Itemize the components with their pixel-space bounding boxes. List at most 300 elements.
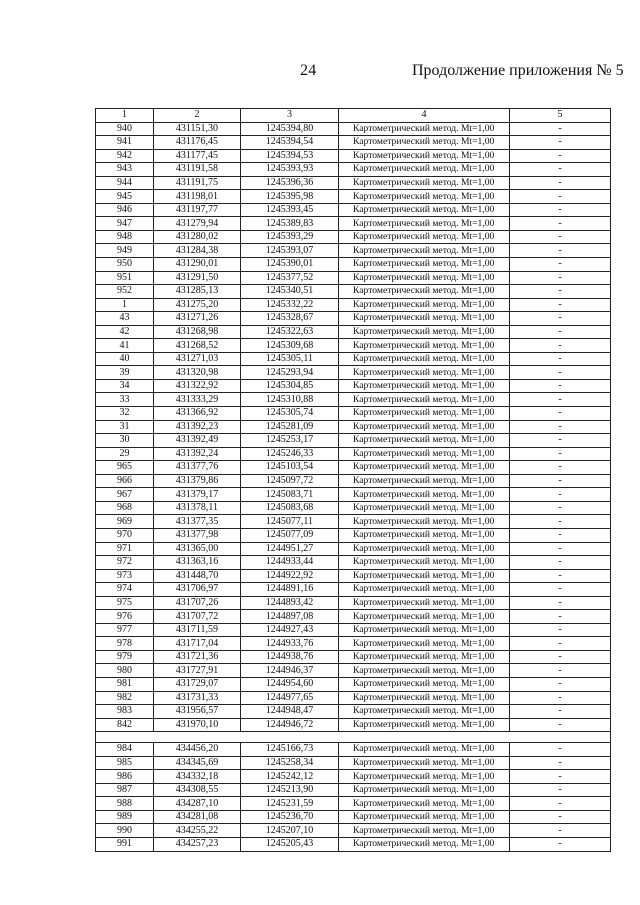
- cell-coord-x: 434345,69: [154, 756, 241, 770]
- cell-method: Картометрический метод. Mt=1,00: [339, 743, 510, 757]
- table-row: [96, 407, 611, 421]
- cell-coord-y: 1245394,80: [241, 122, 339, 136]
- cell-point-number: 967: [96, 488, 154, 502]
- cell-coord-x: 431176,45: [154, 136, 241, 150]
- cell-coord-x: 431392,49: [154, 434, 241, 448]
- cell-coord-x: 431956,57: [154, 705, 241, 719]
- cell-coord-x: 434287,10: [154, 797, 241, 811]
- cell-description: -: [510, 379, 611, 393]
- cell-method: Картометрический метод. Mt=1,00: [339, 285, 510, 299]
- cell-method: Картометрический метод. Mt=1,00: [339, 366, 510, 380]
- cell-coord-x: 431731,33: [154, 691, 241, 705]
- cell-coord-x: 431268,52: [154, 339, 241, 353]
- cell-method: Картометрический метод. Mt=1,00: [339, 677, 510, 691]
- table-row: [96, 203, 611, 217]
- cell-point-number: 968: [96, 501, 154, 515]
- cell-point-number: 972: [96, 556, 154, 570]
- cell-point-number: 977: [96, 623, 154, 637]
- cell-description: -: [510, 298, 611, 312]
- table-row: [96, 610, 611, 624]
- cell-point-number: 43: [96, 312, 154, 326]
- cell-point-number: 944: [96, 176, 154, 190]
- cell-description: -: [510, 393, 611, 407]
- cell-point-number: 970: [96, 528, 154, 542]
- cell-description: -: [510, 366, 611, 380]
- cell-coord-x: 431198,01: [154, 190, 241, 204]
- page-number: 24: [300, 62, 317, 79]
- cell-method: Картометрический метод. Mt=1,00: [339, 528, 510, 542]
- cell-coord-y: 1245213,90: [241, 783, 339, 797]
- cell-method: Картометрический метод. Mt=1,00: [339, 783, 510, 797]
- table-row: [96, 797, 611, 811]
- cell-coord-y: 1245246,33: [241, 447, 339, 461]
- cell-description: -: [510, 244, 611, 258]
- cell-point-number: 989: [96, 810, 154, 824]
- column-header-y: 3: [241, 109, 339, 123]
- cell-coord-y: 1244938,76: [241, 650, 339, 664]
- cell-method: Картометрический метод. Mt=1,00: [339, 664, 510, 678]
- cell-coord-x: 431377,98: [154, 528, 241, 542]
- cell-description: -: [510, 556, 611, 570]
- cell-method: Картометрический метод. Mt=1,00: [339, 393, 510, 407]
- cell-coord-y: 1244951,27: [241, 542, 339, 556]
- cell-point-number: 976: [96, 610, 154, 624]
- table-row: [96, 420, 611, 434]
- table-row: [96, 244, 611, 258]
- table-row: [96, 824, 611, 838]
- cell-method: Картометрический метод. Mt=1,00: [339, 718, 510, 732]
- cell-coord-y: 1244977,65: [241, 691, 339, 705]
- cell-description: -: [510, 718, 611, 732]
- cell-description: -: [510, 583, 611, 597]
- cell-method: Картометрический метод. Mt=1,00: [339, 770, 510, 784]
- table-row: [96, 515, 611, 529]
- continuation-title: Продолжение приложения № 5: [412, 62, 624, 79]
- cell-coord-x: 434456,20: [154, 743, 241, 757]
- cell-coord-y: 1245293,94: [241, 366, 339, 380]
- cell-point-number: 966: [96, 474, 154, 488]
- cell-coord-y: 1245393,07: [241, 244, 339, 258]
- cell-point-number: 991: [96, 837, 154, 851]
- cell-method: Картометрический метод. Mt=1,00: [339, 163, 510, 177]
- cell-description: -: [510, 756, 611, 770]
- table-row: [96, 783, 611, 797]
- cell-description: -: [510, 637, 611, 651]
- cell-coord-y: 1244891,16: [241, 583, 339, 597]
- cell-point-number: 946: [96, 203, 154, 217]
- cell-coord-y: 1245305,74: [241, 407, 339, 421]
- cell-coord-x: 431275,20: [154, 298, 241, 312]
- cell-point-number: 987: [96, 783, 154, 797]
- cell-point-number: 984: [96, 743, 154, 757]
- cell-method: Картометрический метод. Mt=1,00: [339, 756, 510, 770]
- cell-method: Картометрический метод. Mt=1,00: [339, 136, 510, 150]
- cell-point-number: 947: [96, 217, 154, 231]
- cell-point-number: 951: [96, 271, 154, 285]
- table-row: [96, 743, 611, 757]
- cell-description: -: [510, 217, 611, 231]
- cell-method: Картометрический метод. Mt=1,00: [339, 122, 510, 136]
- cell-coord-y: 1245205,43: [241, 837, 339, 851]
- cell-coord-x: 431284,38: [154, 244, 241, 258]
- cell-coord-y: 1245390,01: [241, 258, 339, 272]
- table-row: [96, 149, 611, 163]
- group-separator-row: [96, 732, 611, 743]
- cell-point-number: 945: [96, 190, 154, 204]
- cell-coord-x: 431191,75: [154, 176, 241, 190]
- cell-point-number: 978: [96, 637, 154, 651]
- cell-point-number: 965: [96, 461, 154, 475]
- cell-coord-y: 1244948,47: [241, 705, 339, 719]
- cell-coord-x: 431366,92: [154, 407, 241, 421]
- cell-description: -: [510, 596, 611, 610]
- cell-coord-x: 431379,17: [154, 488, 241, 502]
- cell-coord-y: 1244933,44: [241, 556, 339, 570]
- table-row: [96, 691, 611, 705]
- table-row: [96, 217, 611, 231]
- column-header-method: 4: [339, 109, 510, 123]
- cell-description: -: [510, 122, 611, 136]
- cell-point-number: 981: [96, 677, 154, 691]
- table-row: [96, 623, 611, 637]
- cell-coord-x: 431268,98: [154, 325, 241, 339]
- cell-method: Картометрический метод. Mt=1,00: [339, 705, 510, 719]
- cell-coord-y: 1245394,54: [241, 136, 339, 150]
- cell-point-number: 985: [96, 756, 154, 770]
- cell-method: Картометрический метод. Mt=1,00: [339, 420, 510, 434]
- cell-coord-y: 1245305,11: [241, 352, 339, 366]
- cell-method: Картометрический метод. Mt=1,00: [339, 149, 510, 163]
- cell-coord-x: 431378,11: [154, 501, 241, 515]
- cell-point-number: 941: [96, 136, 154, 150]
- cell-description: -: [510, 420, 611, 434]
- table-row: [96, 810, 611, 824]
- cell-coord-x: 431707,72: [154, 610, 241, 624]
- cell-coord-x: 431706,97: [154, 583, 241, 597]
- cell-method: Картометрический метод. Mt=1,00: [339, 203, 510, 217]
- cell-method: Картометрический метод. Mt=1,00: [339, 596, 510, 610]
- table-row: [96, 461, 611, 475]
- cell-description: -: [510, 136, 611, 150]
- cell-method: Картометрический метод. Mt=1,00: [339, 230, 510, 244]
- cell-point-number: 988: [96, 797, 154, 811]
- table-row: [96, 352, 611, 366]
- cell-coord-x: 431448,70: [154, 569, 241, 583]
- table-row: [96, 501, 611, 515]
- cell-coord-y: 1244954,60: [241, 677, 339, 691]
- cell-description: -: [510, 434, 611, 448]
- cell-description: -: [510, 542, 611, 556]
- cell-method: Картометрический метод. Mt=1,00: [339, 244, 510, 258]
- cell-point-number: 975: [96, 596, 154, 610]
- cell-coord-x: 431392,24: [154, 447, 241, 461]
- table-row: [96, 705, 611, 719]
- cell-description: -: [510, 783, 611, 797]
- cell-point-number: 948: [96, 230, 154, 244]
- cell-method: Картометрический метод. Mt=1,00: [339, 176, 510, 190]
- cell-coord-y: 1244922,92: [241, 569, 339, 583]
- cell-coord-y: 1245207,10: [241, 824, 339, 838]
- cell-coord-x: 431177,45: [154, 149, 241, 163]
- cell-coord-x: 431280,02: [154, 230, 241, 244]
- cell-description: -: [510, 312, 611, 326]
- column-header-x: 2: [154, 109, 241, 123]
- cell-coord-y: 1245393,93: [241, 163, 339, 177]
- cell-coord-x: 431291,50: [154, 271, 241, 285]
- table-row: [96, 556, 611, 570]
- cell-coord-y: 1245389,83: [241, 217, 339, 231]
- cell-coord-x: 431377,76: [154, 461, 241, 475]
- cell-method: Картометрический метод. Mt=1,00: [339, 271, 510, 285]
- cell-point-number: 40: [96, 352, 154, 366]
- cell-point-number: 974: [96, 583, 154, 597]
- cell-coord-y: 1245310,88: [241, 393, 339, 407]
- cell-method: Картометрический метод. Mt=1,00: [339, 474, 510, 488]
- cell-coord-y: 1245281,09: [241, 420, 339, 434]
- cell-coord-y: 1245242,12: [241, 770, 339, 784]
- table-row: [96, 569, 611, 583]
- cell-method: Картометрический метод. Mt=1,00: [339, 447, 510, 461]
- cell-point-number: 33: [96, 393, 154, 407]
- cell-point-number: 943: [96, 163, 154, 177]
- cell-coord-x: 431191,58: [154, 163, 241, 177]
- cell-coord-y: 1245393,45: [241, 203, 339, 217]
- cell-coord-y: 1245340,51: [241, 285, 339, 299]
- cell-coord-x: 431711,59: [154, 623, 241, 637]
- cell-description: -: [510, 325, 611, 339]
- cell-coord-y: 1244897,08: [241, 610, 339, 624]
- table-row: [96, 434, 611, 448]
- cell-coord-x: 434332,18: [154, 770, 241, 784]
- cell-method: Картометрический метод. Mt=1,00: [339, 501, 510, 515]
- cell-point-number: 952: [96, 285, 154, 299]
- cell-description: -: [510, 285, 611, 299]
- table-row: [96, 474, 611, 488]
- cell-coord-x: 431271,03: [154, 352, 241, 366]
- table-row: [96, 677, 611, 691]
- cell-coord-x: 431279,94: [154, 217, 241, 231]
- table-row: [96, 596, 611, 610]
- cell-coord-x: 431320,98: [154, 366, 241, 380]
- cell-description: -: [510, 474, 611, 488]
- cell-point-number: 969: [96, 515, 154, 529]
- cell-coord-x: 431717,04: [154, 637, 241, 651]
- cell-point-number: 842: [96, 718, 154, 732]
- cell-description: -: [510, 230, 611, 244]
- table-row: [96, 528, 611, 542]
- cell-method: Картометрический метод. Mt=1,00: [339, 379, 510, 393]
- cell-point-number: 982: [96, 691, 154, 705]
- table-row: [96, 122, 611, 136]
- cell-coord-x: 431333,29: [154, 393, 241, 407]
- cell-coord-x: 431363,16: [154, 556, 241, 570]
- cell-coord-x: 431365,00: [154, 542, 241, 556]
- cell-coord-y: 1245322,63: [241, 325, 339, 339]
- table-row: [96, 325, 611, 339]
- cell-method: Картометрический метод. Mt=1,00: [339, 515, 510, 529]
- cell-description: -: [510, 271, 611, 285]
- cell-coord-y: 1245332,22: [241, 298, 339, 312]
- cell-point-number: 979: [96, 650, 154, 664]
- cell-coord-y: 1245097,72: [241, 474, 339, 488]
- table-row: [96, 271, 611, 285]
- cell-coord-y: 1245231,59: [241, 797, 339, 811]
- cell-coord-y: 1245377,52: [241, 271, 339, 285]
- cell-coord-y: 1245083,71: [241, 488, 339, 502]
- cell-point-number: 31: [96, 420, 154, 434]
- cell-description: -: [510, 339, 611, 353]
- cell-method: Картометрический метод. Mt=1,00: [339, 325, 510, 339]
- cell-point-number: 29: [96, 447, 154, 461]
- cell-coord-y: 1245077,11: [241, 515, 339, 529]
- cell-coord-x: 431379,86: [154, 474, 241, 488]
- cell-coord-x: 434281,08: [154, 810, 241, 824]
- cell-coord-x: 431271,26: [154, 312, 241, 326]
- cell-description: -: [510, 528, 611, 542]
- group-separator-cell: [96, 732, 611, 743]
- cell-method: Картометрический метод. Mt=1,00: [339, 542, 510, 556]
- table-row: [96, 163, 611, 177]
- cell-description: -: [510, 837, 611, 851]
- cell-coord-y: 1245393,29: [241, 230, 339, 244]
- cell-method: Картометрический метод. Mt=1,00: [339, 434, 510, 448]
- cell-method: Картометрический метод. Mt=1,00: [339, 488, 510, 502]
- cell-coord-x: 431377,35: [154, 515, 241, 529]
- cell-coord-y: 1245309,68: [241, 339, 339, 353]
- table-row: [96, 190, 611, 204]
- cell-method: Картометрический метод. Mt=1,00: [339, 691, 510, 705]
- table-header-row: [96, 109, 611, 123]
- cell-description: -: [510, 569, 611, 583]
- cell-point-number: 32: [96, 407, 154, 421]
- table-body: [96, 122, 611, 851]
- cell-description: -: [510, 824, 611, 838]
- cell-coord-y: 1244933,76: [241, 637, 339, 651]
- cell-coord-y: 1244893,42: [241, 596, 339, 610]
- cell-coord-y: 1244946,72: [241, 718, 339, 732]
- cell-coord-x: 434257,23: [154, 837, 241, 851]
- table-row: [96, 285, 611, 299]
- cell-coord-x: 434308,55: [154, 783, 241, 797]
- cell-coord-x: 431151,30: [154, 122, 241, 136]
- cell-coord-x: 431707,26: [154, 596, 241, 610]
- cell-description: -: [510, 447, 611, 461]
- cell-method: Картометрический метод. Mt=1,00: [339, 190, 510, 204]
- cell-method: Картометрический метод. Mt=1,00: [339, 797, 510, 811]
- table-row: [96, 583, 611, 597]
- cell-point-number: 942: [96, 149, 154, 163]
- cell-description: -: [510, 743, 611, 757]
- cell-point-number: 34: [96, 379, 154, 393]
- cell-coord-y: 1245395,98: [241, 190, 339, 204]
- cell-coord-y: 1245258,34: [241, 756, 339, 770]
- cell-point-number: 42: [96, 325, 154, 339]
- cell-description: -: [510, 488, 611, 502]
- coordinates-table: [95, 108, 611, 852]
- cell-point-number: 971: [96, 542, 154, 556]
- table-row: [96, 393, 611, 407]
- cell-description: -: [510, 176, 611, 190]
- table-row: [96, 312, 611, 326]
- cell-point-number: 30: [96, 434, 154, 448]
- cell-coord-y: 1244946,37: [241, 664, 339, 678]
- cell-description: -: [510, 149, 611, 163]
- cell-method: Картометрический метод. Mt=1,00: [339, 824, 510, 838]
- cell-description: -: [510, 650, 611, 664]
- table-row: [96, 298, 611, 312]
- cell-method: Картометрический метод. Mt=1,00: [339, 810, 510, 824]
- cell-description: -: [510, 163, 611, 177]
- cell-method: Картометрический метод. Mt=1,00: [339, 461, 510, 475]
- cell-method: Картометрический метод. Mt=1,00: [339, 637, 510, 651]
- cell-description: -: [510, 501, 611, 515]
- cell-point-number: 973: [96, 569, 154, 583]
- table-row: [96, 488, 611, 502]
- table-row: [96, 379, 611, 393]
- table-row: [96, 542, 611, 556]
- cell-point-number: 940: [96, 122, 154, 136]
- cell-coord-x: 431721,36: [154, 650, 241, 664]
- cell-method: Картометрический метод. Mt=1,00: [339, 312, 510, 326]
- cell-coord-y: 1245236,70: [241, 810, 339, 824]
- table-row: [96, 837, 611, 851]
- cell-description: -: [510, 407, 611, 421]
- cell-point-number: 950: [96, 258, 154, 272]
- cell-method: Картометрический метод. Mt=1,00: [339, 298, 510, 312]
- cell-coord-y: 1245396,36: [241, 176, 339, 190]
- cell-point-number: 41: [96, 339, 154, 353]
- cell-method: Картометрический метод. Mt=1,00: [339, 258, 510, 272]
- cell-coord-y: 1245083,68: [241, 501, 339, 515]
- table-row: [96, 664, 611, 678]
- cell-coord-x: 431729,07: [154, 677, 241, 691]
- cell-point-number: 39: [96, 366, 154, 380]
- table-row: [96, 366, 611, 380]
- cell-method: Картометрический метод. Mt=1,00: [339, 837, 510, 851]
- cell-method: Картометрический метод. Mt=1,00: [339, 650, 510, 664]
- cell-coord-x: 431197,77: [154, 203, 241, 217]
- table-row: [96, 339, 611, 353]
- cell-coord-y: 1245077,09: [241, 528, 339, 542]
- table-row: [96, 770, 611, 784]
- column-header-point: 1: [96, 109, 154, 123]
- cell-method: Картометрический метод. Mt=1,00: [339, 217, 510, 231]
- cell-method: Картометрический метод. Mt=1,00: [339, 583, 510, 597]
- cell-description: -: [510, 610, 611, 624]
- column-header-description: 5: [510, 109, 611, 123]
- cell-description: -: [510, 190, 611, 204]
- table-row: [96, 176, 611, 190]
- cell-coord-x: 431727,91: [154, 664, 241, 678]
- cell-description: -: [510, 352, 611, 366]
- table-row: [96, 637, 611, 651]
- cell-point-number: 949: [96, 244, 154, 258]
- cell-coord-x: 431392,23: [154, 420, 241, 434]
- cell-description: -: [510, 797, 611, 811]
- cell-description: -: [510, 691, 611, 705]
- cell-method: Картометрический метод. Mt=1,00: [339, 623, 510, 637]
- table-row: [96, 230, 611, 244]
- cell-coord-y: 1245328,67: [241, 312, 339, 326]
- cell-method: Картометрический метод. Mt=1,00: [339, 569, 510, 583]
- table-row: [96, 718, 611, 732]
- cell-method: Картометрический метод. Mt=1,00: [339, 352, 510, 366]
- cell-description: -: [510, 770, 611, 784]
- table-row: [96, 258, 611, 272]
- cell-description: -: [510, 461, 611, 475]
- table-row: [96, 136, 611, 150]
- cell-description: -: [510, 705, 611, 719]
